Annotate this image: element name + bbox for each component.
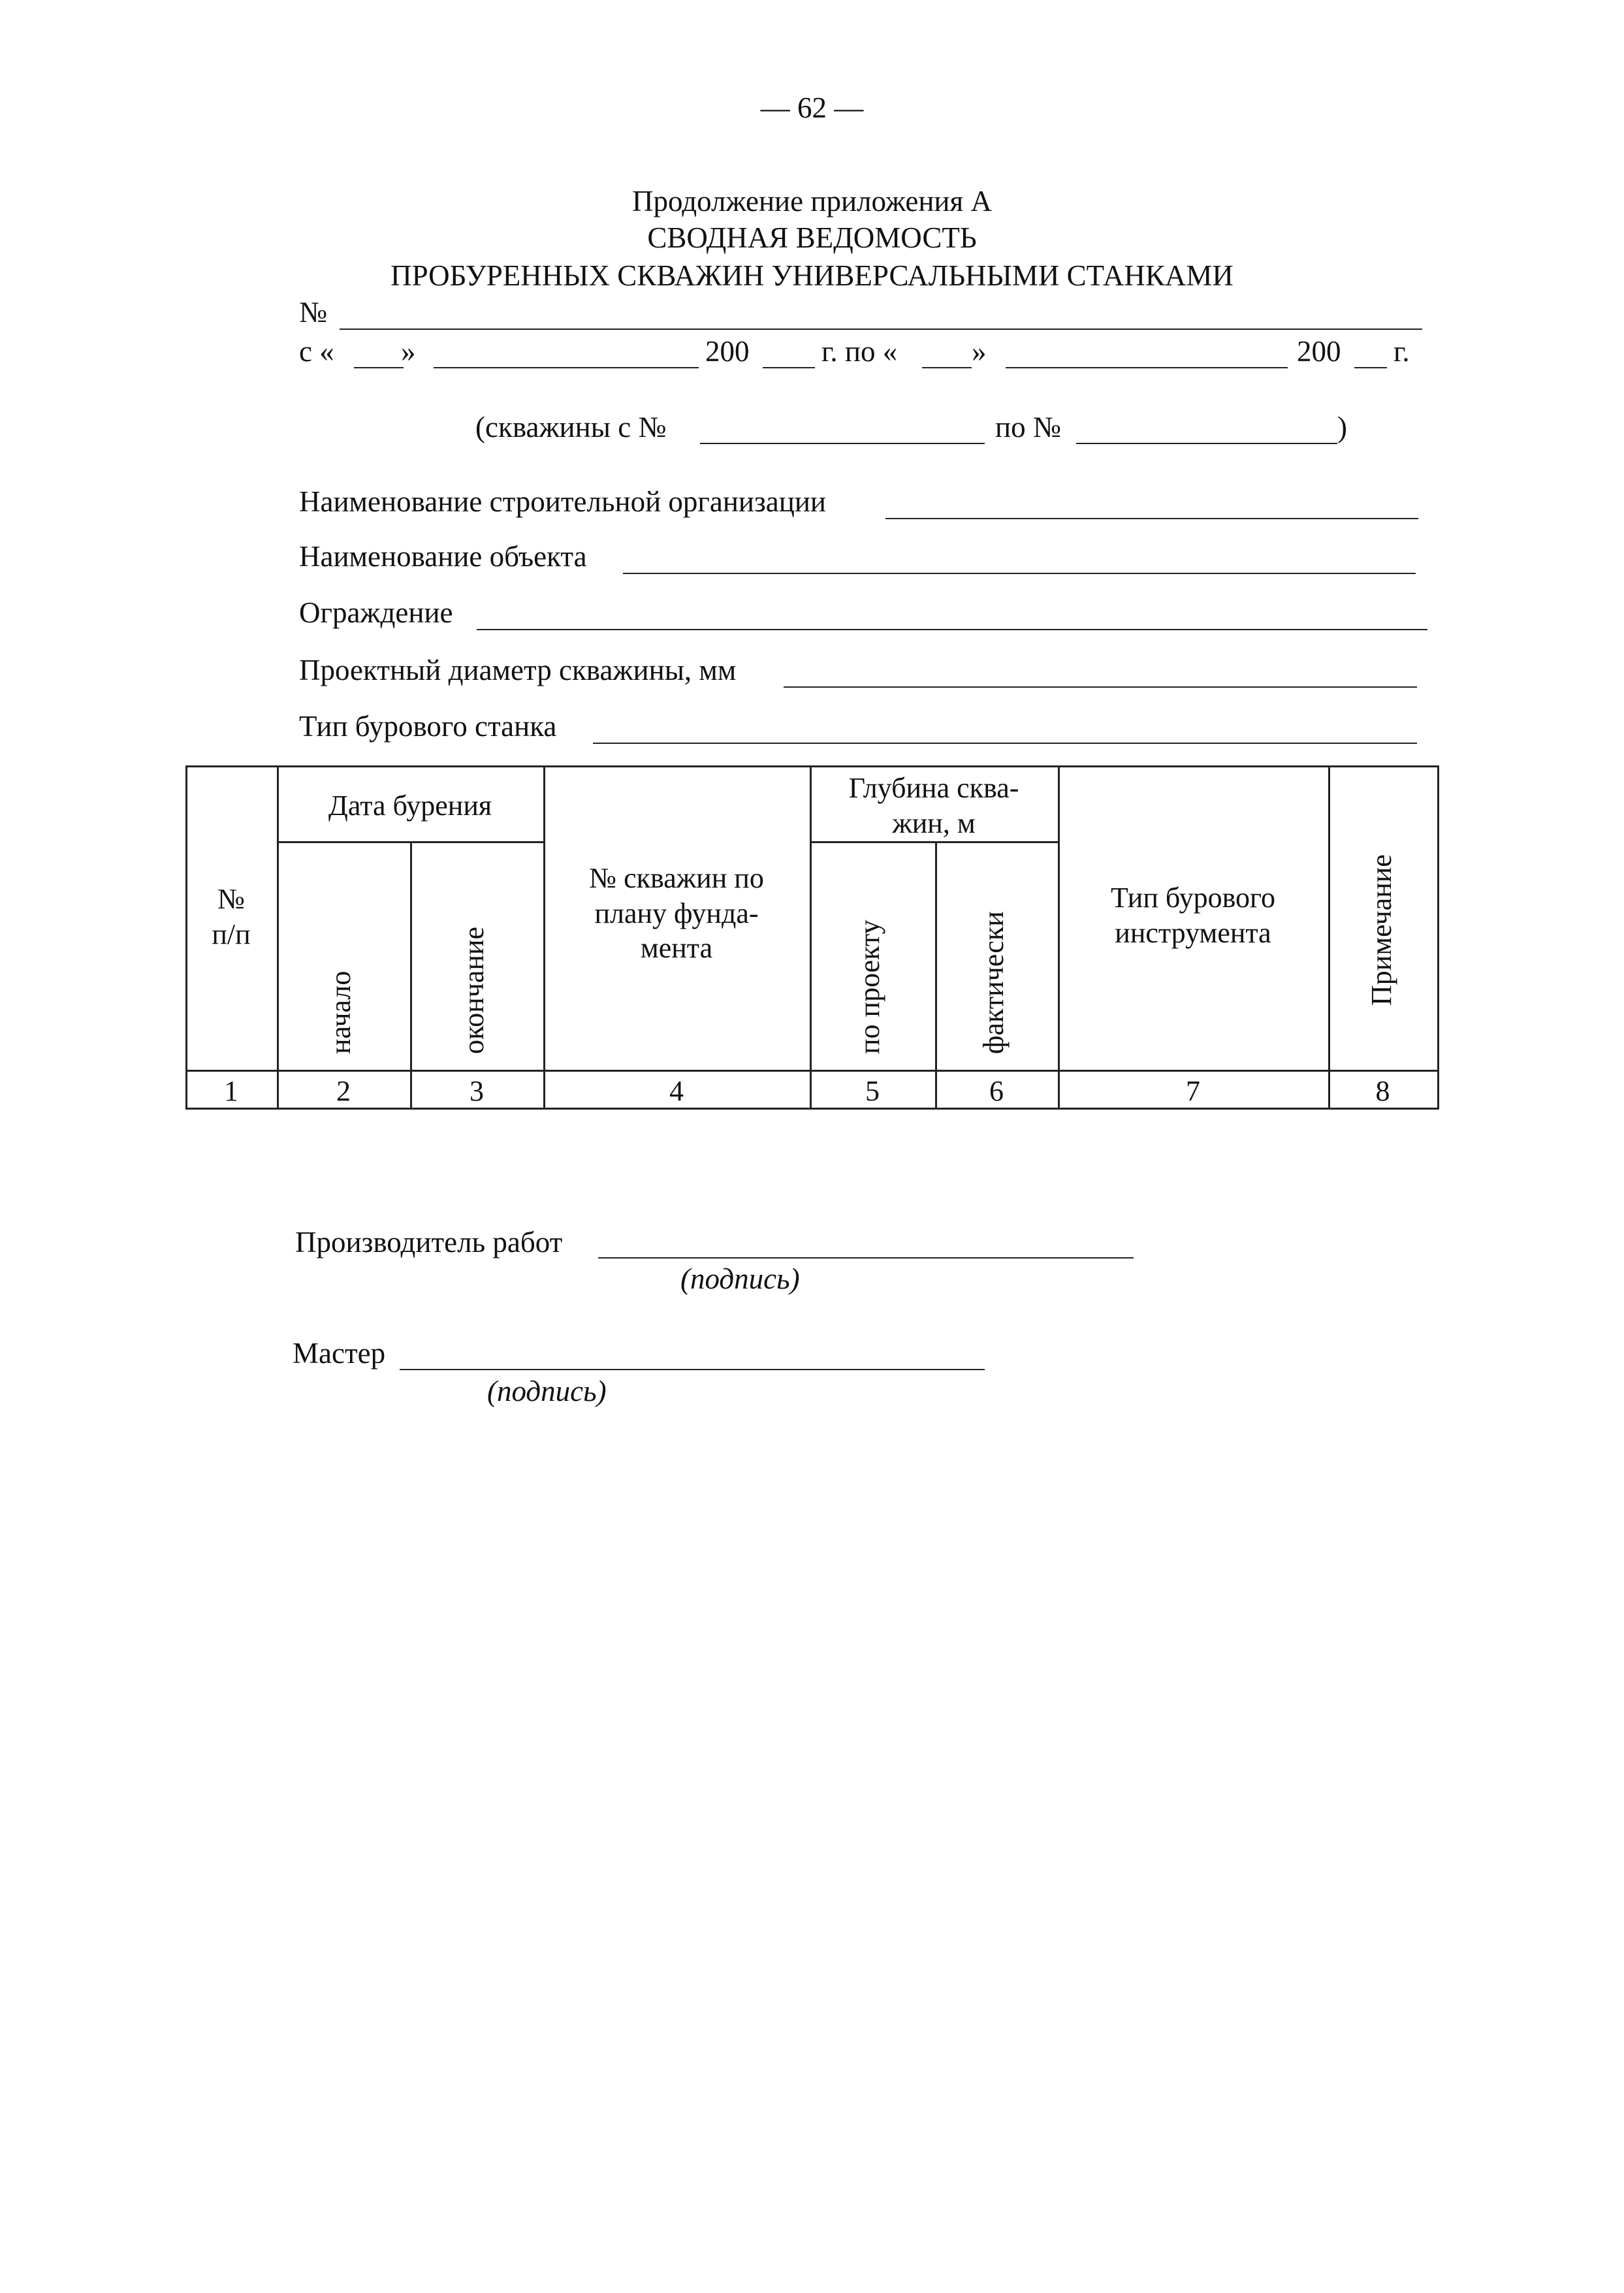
org-name-field[interactable] xyxy=(885,518,1418,519)
date-to-year-field[interactable] xyxy=(1354,367,1387,368)
date-to-month-field[interactable] xyxy=(1006,367,1288,368)
col-divider-5 xyxy=(935,841,937,1110)
foreman-signature-field[interactable] xyxy=(598,1257,1134,1259)
header-bottom-border xyxy=(185,1070,1439,1072)
date-to-day-field[interactable] xyxy=(922,367,972,368)
wells-to-label: по № xyxy=(995,411,1061,443)
index-cell: 2 xyxy=(336,1075,351,1107)
col-wells-header xyxy=(543,861,810,966)
drill-date-group-header: Дата бурения xyxy=(328,790,492,822)
col-tool-header xyxy=(1058,880,1328,950)
col-wells-header-line3: мента xyxy=(640,932,713,965)
page-number: — 62 — xyxy=(760,91,864,124)
master-signature-field[interactable] xyxy=(400,1369,985,1370)
diameter-field[interactable] xyxy=(784,686,1417,688)
wells-to-field[interactable] xyxy=(1076,443,1337,444)
table-right-border xyxy=(1437,765,1439,1110)
col-tool-header-line2: инструмента xyxy=(1115,916,1271,949)
date-from-prefix: с « xyxy=(299,335,334,368)
col-number-header xyxy=(185,882,277,952)
org-name-label: Наименование строительной организации xyxy=(299,485,826,518)
wells-from-field[interactable] xyxy=(700,443,985,444)
date-from-day-field[interactable] xyxy=(354,367,404,368)
col-end-header: окончание xyxy=(458,927,490,1054)
appendix-heading: Продолжение приложения А xyxy=(632,185,992,217)
wells-close-paren: ) xyxy=(1337,411,1347,443)
rig-type-label: Тип бурового станка xyxy=(299,710,557,743)
index-cell: 7 xyxy=(1186,1075,1200,1107)
wells-from-label: (скважины с № xyxy=(475,411,667,443)
col-note-header: Примечание xyxy=(1365,854,1397,1006)
diameter-label: Проектный диаметр скважины, мм xyxy=(299,654,737,686)
object-name-field[interactable] xyxy=(623,573,1416,574)
col-actual-depth-header: фактически xyxy=(978,911,1010,1054)
col-number-header-line1: № xyxy=(217,883,245,915)
fence-field[interactable] xyxy=(477,629,1427,630)
date-to-year: 200 xyxy=(1297,335,1341,368)
col-wells-header-line1: № скважин по xyxy=(589,862,764,894)
object-name-label: Наименование объекта xyxy=(299,540,587,573)
rig-type-field[interactable] xyxy=(593,743,1417,744)
col-tool-header-line1: Тип бурового xyxy=(1110,882,1275,914)
date-year-suffix: г. xyxy=(1393,335,1410,368)
master-signature-caption: (подпись) xyxy=(487,1375,607,1407)
index-cell: 1 xyxy=(224,1075,238,1107)
foreman-signature-caption: (подпись) xyxy=(680,1262,800,1295)
col-number-header-line2: п/п xyxy=(212,918,251,950)
index-cell: 6 xyxy=(989,1075,1004,1107)
col-wells-header-line2: плану фунда- xyxy=(594,897,759,929)
date-from-close-quote: » xyxy=(401,335,416,368)
depth-group-divider xyxy=(810,841,1058,843)
master-label: Мастер xyxy=(293,1337,386,1370)
fence-label: Ограждение xyxy=(299,596,453,629)
date-from-year: 200 xyxy=(705,335,750,368)
col-design-depth-header: по проекту xyxy=(853,920,885,1054)
index-cell: 5 xyxy=(865,1075,880,1107)
date-from-year-field[interactable] xyxy=(763,367,815,368)
table-top-border xyxy=(185,765,1439,767)
number-field[interactable] xyxy=(340,329,1422,330)
number-label: № xyxy=(299,296,327,329)
date-to-close-quote: » xyxy=(972,335,987,368)
depth-group-header xyxy=(810,771,1058,841)
document-title-line1: СВОДНАЯ ВЕДОМОСТЬ xyxy=(647,221,977,254)
col-divider-7 xyxy=(1328,765,1330,1110)
depth-group-header-line2: жин, м xyxy=(892,807,976,839)
document-title-line2: ПРОБУРЕННЫХ СКВАЖИН УНИВЕРСАЛЬНЫМИ СТАНКАМИ xyxy=(390,259,1234,292)
col-divider-2 xyxy=(410,841,412,1110)
index-cell: 3 xyxy=(470,1075,484,1107)
index-cell: 4 xyxy=(669,1075,684,1107)
depth-group-header-line1: Глубина сква- xyxy=(848,772,1019,804)
col-start-header: начало xyxy=(325,970,357,1054)
index-cell: 8 xyxy=(1375,1075,1390,1107)
foreman-label: Производитель работ xyxy=(295,1226,563,1259)
date-middle-text: г. по « xyxy=(821,335,898,368)
date-from-month-field[interactable] xyxy=(434,367,699,368)
